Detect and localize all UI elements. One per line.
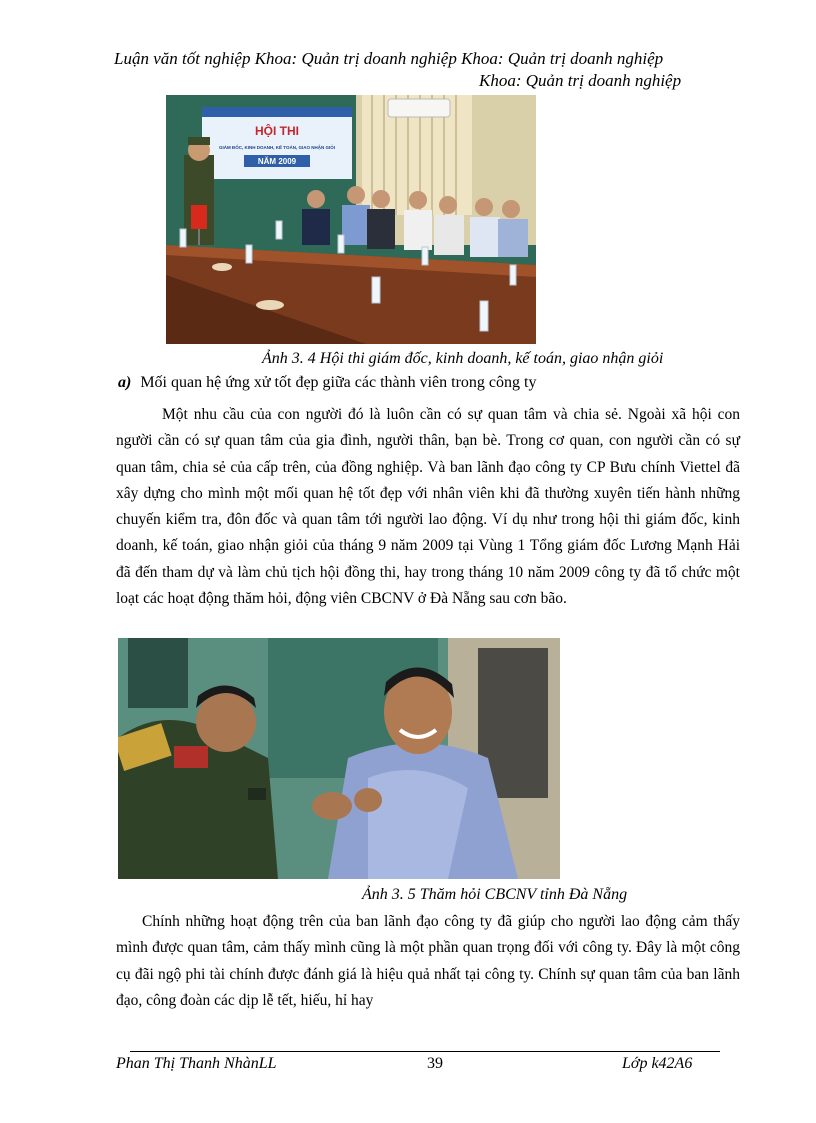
banner-title: HỘI THI bbox=[255, 124, 299, 138]
photo-staff-visit bbox=[118, 638, 560, 879]
footer-divider bbox=[130, 1051, 720, 1052]
running-header-line-1: Luận văn tốt nghiệp Khoa: Quản trị doanh nghiệp Khoa: Quản trị doanh nghiệp bbox=[114, 49, 664, 68]
footer-class: Lớp k42A6 bbox=[622, 1055, 693, 1072]
body-paragraph-1: Một nhu cầu của con người đó là luôn cần có sự quan tâm và chia sẻ. Ngoài xã hội con người cần có sự quan tâm của gia đình, người thân, bạn bè. Trong cơ quan, con người cần có sự quan tâm, chia sẻ của cấp trên, của đồng nghiệp. Và ban lãnh đạo công ty CP Bưu chính Viettel đã xây dựng cho mình một mối quan hệ tốt đẹp với nhân viên khi đã thường xuyên tiến hành những chuyến kiểm tra, đôn đốc và quan tâm tới người lao động. Ví dụ như trong hội thi giám đốc, kinh doanh, kế toán, giao nhận giỏi của tháng 9 năm 2009 tại Vùng 1 Tổng giám đốc Lương Mạnh Hải đã đến tham dự và làm chủ tịch hội đồng thi, hay trong tháng 10 năm 2009 công ty đã tổ chức một loạt các hoạt động thăm hỏi, động viên CBCNV ở Đà Nẵng sau cơn bão. bbox=[116, 406, 740, 608]
photo-caption-1: Ảnh 3. 4 Hội thi giám đốc, kinh doanh, kế toán, giao nhận giỏi bbox=[262, 350, 664, 367]
footer-author: Phan Thị Thanh NhànLL bbox=[116, 1055, 277, 1072]
section-a-marker: a) bbox=[118, 374, 132, 391]
section-a-heading bbox=[118, 374, 536, 392]
footer-page-number: 39 bbox=[427, 1055, 443, 1072]
section-a-title: Mối quan hệ ứng xử tốt đẹp giữa các thành viên trong công ty bbox=[140, 374, 537, 391]
running-header-line-2: Khoa: Quản trị doanh nghiệp bbox=[479, 71, 682, 90]
banner-year: NĂM 2009 bbox=[257, 157, 297, 166]
body-paragraph-2: Chính những hoạt động trên của ban lãnh đạo công ty đã giúp cho người lao động cảm thấy mình được quan tâm, cảm thấy mình cũng là một phần quan trọng đối với công ty. Đây là một công cụ đãi ngộ phi tài chính được đánh giá là hiệu quả nhất tại công ty. Chính sự quan tâm của ban lãnh đạo, công đoàn các dịp lễ tết, hiếu, hỉ hay bbox=[116, 913, 740, 1009]
photo-contest-meeting bbox=[166, 95, 536, 344]
banner-subtitle: GIÁM ĐỐC, KINH DOANH, KẾ TOÁN, GIAO NHẬN GIỎI bbox=[219, 145, 335, 150]
photo-caption-2: Ảnh 3. 5 Thăm hỏi CBCNV tỉnh Đà Nẵng bbox=[362, 886, 628, 903]
